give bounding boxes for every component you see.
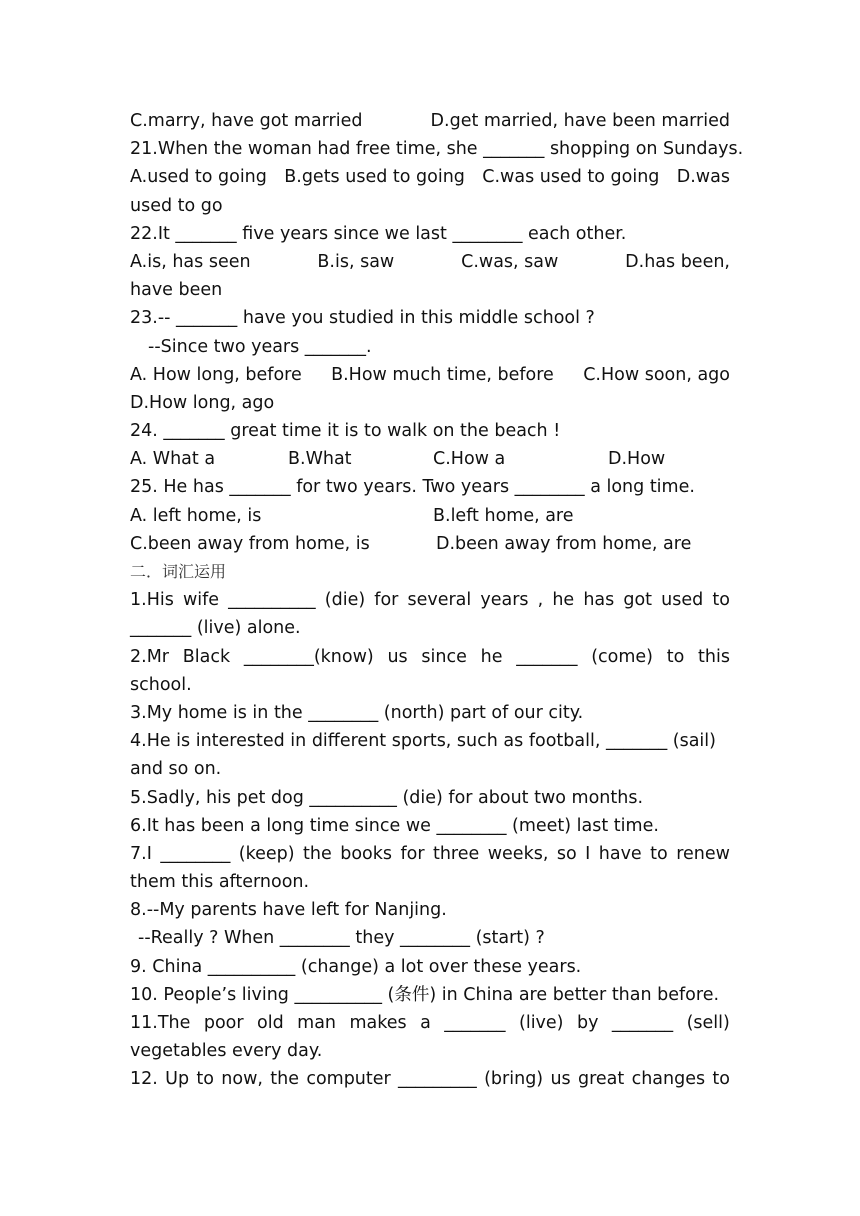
word: renew bbox=[676, 843, 730, 864]
word: by bbox=[576, 1013, 599, 1033]
word: years bbox=[480, 590, 529, 611]
answer-blank: _________ bbox=[398, 1069, 477, 1090]
word: so bbox=[556, 843, 577, 864]
word: computer bbox=[306, 1069, 391, 1090]
question-text: 23.-- _______ have you studied in this middle school ? bbox=[130, 308, 595, 329]
vocab-item-8-response bbox=[130, 924, 730, 952]
word: Black bbox=[182, 646, 231, 667]
question-text: --Since two years _______. bbox=[148, 336, 372, 357]
word: (die) bbox=[324, 590, 366, 611]
option-b: B.gets used to going bbox=[284, 167, 465, 188]
word: used bbox=[661, 590, 704, 611]
option-a: A. What a bbox=[130, 449, 216, 470]
word: 12. bbox=[130, 1069, 158, 1090]
word: changes bbox=[631, 1069, 706, 1090]
vocab-item-4-continued bbox=[130, 755, 730, 783]
word: to bbox=[712, 590, 730, 611]
vocab-item-11-continued bbox=[130, 1037, 730, 1065]
item-text: and so on. bbox=[130, 759, 222, 780]
vocab-item-5 bbox=[130, 784, 730, 812]
word: (live) bbox=[519, 1013, 564, 1033]
option-b: B.left home, are bbox=[433, 505, 574, 526]
option-d: D.been away from home, are bbox=[436, 533, 692, 554]
vocab-item-7 bbox=[130, 840, 730, 868]
word: (keep) bbox=[238, 843, 295, 864]
vocab-item-8 bbox=[130, 896, 730, 924]
option-a: A.is, has seen bbox=[130, 251, 251, 272]
answer-blank: __________ bbox=[228, 590, 316, 611]
word: to bbox=[650, 843, 668, 864]
word: poor bbox=[203, 1013, 244, 1033]
option-c: C.How soon, ago bbox=[583, 364, 730, 385]
vocab-item-10 bbox=[130, 981, 730, 1009]
word: , bbox=[537, 590, 544, 611]
option-d: D.How long, ago bbox=[130, 392, 275, 413]
word: since bbox=[421, 646, 467, 667]
answer-options-line bbox=[130, 163, 730, 191]
vocab-item-9 bbox=[130, 953, 730, 981]
word: 7.I bbox=[130, 843, 152, 864]
option-d-continued: used to go bbox=[130, 195, 223, 216]
word: for bbox=[374, 590, 399, 611]
word: three bbox=[432, 843, 480, 864]
word: Up bbox=[165, 1069, 190, 1090]
section-heading bbox=[130, 558, 730, 586]
answer-options-continuation bbox=[130, 389, 730, 417]
question-23-response bbox=[130, 333, 730, 361]
vocab-item-3 bbox=[130, 699, 730, 727]
item-text: 5.Sadly, his pet dog __________ (die) for about two months. bbox=[130, 787, 644, 808]
question-24 bbox=[130, 417, 730, 445]
word: for bbox=[400, 843, 425, 864]
section-title: 二．词汇运用 bbox=[130, 562, 227, 581]
option-d: D.has been, bbox=[625, 251, 730, 272]
word: he bbox=[480, 646, 503, 667]
item-text: 4.He is interested in different sports, such as football, _______ (sail) bbox=[130, 731, 716, 752]
item-text: school. bbox=[130, 674, 192, 695]
item-text: 6.It has been a long time since we ________ (meet) last time. bbox=[130, 815, 659, 836]
vocab-item-4 bbox=[130, 727, 730, 755]
option-d: D.was bbox=[676, 167, 730, 188]
option-a: A. How long, before bbox=[130, 364, 302, 385]
word: great bbox=[577, 1069, 625, 1090]
answer-options-line bbox=[130, 502, 730, 530]
option-c: C.marry, have got married bbox=[130, 111, 363, 131]
question-23 bbox=[130, 304, 730, 332]
answer-options-line bbox=[130, 107, 730, 135]
vocab-item-6 bbox=[130, 812, 730, 840]
word: weeks, bbox=[487, 843, 549, 864]
option-b: B.How much time, before bbox=[331, 364, 554, 385]
item-text: _______ (live) alone. bbox=[130, 618, 301, 639]
item-text: 10. People’s living __________ (条件) in China are better than before. bbox=[130, 984, 720, 1005]
answer-blank: _______ bbox=[516, 646, 578, 667]
answer-options-line bbox=[130, 445, 730, 473]
option-c: C.How a bbox=[433, 449, 506, 470]
item-text: 3.My home is in the ________ (north) part of our city. bbox=[130, 702, 584, 723]
option-b: B.What bbox=[288, 449, 352, 470]
option-d-continued: have been bbox=[130, 280, 223, 301]
answer-options-line bbox=[130, 361, 730, 389]
question-25 bbox=[130, 473, 730, 501]
item-text: 8.--My parents have left for Nanjing. bbox=[130, 900, 447, 921]
word: to bbox=[666, 646, 685, 667]
word: makes bbox=[349, 1013, 407, 1033]
word: 1.His bbox=[130, 590, 174, 611]
vocab-item-1 bbox=[130, 586, 730, 614]
item-text: 9. China __________ (change) a lot over these years. bbox=[130, 956, 582, 977]
question-text: 22.It _______ five years since we last ________ each other. bbox=[130, 223, 627, 244]
word: man bbox=[297, 1013, 337, 1033]
worksheet-page bbox=[130, 107, 744, 1094]
word: (come) bbox=[591, 646, 653, 667]
option-a: A. left home, is bbox=[130, 505, 262, 526]
word: the bbox=[270, 1069, 300, 1090]
word: I bbox=[585, 843, 591, 864]
answer-blank: _______ bbox=[444, 1013, 506, 1033]
word: to bbox=[712, 1069, 730, 1090]
word: 2.Mr bbox=[130, 646, 169, 667]
word: got bbox=[623, 590, 653, 611]
answer-options-continuation bbox=[130, 192, 730, 220]
item-text: vegetables every day. bbox=[130, 1041, 323, 1062]
option-d: D.get married, have been married bbox=[430, 111, 730, 131]
word: a bbox=[420, 1013, 431, 1033]
word: to bbox=[196, 1069, 214, 1090]
answer-options-line bbox=[130, 248, 730, 276]
question-text: 24. _______ great time it is to walk on the beach ! bbox=[130, 421, 561, 442]
word: old bbox=[257, 1013, 284, 1033]
question-21 bbox=[130, 135, 744, 163]
answer-blank: _______ bbox=[611, 1013, 674, 1033]
word: have bbox=[598, 843, 642, 864]
word: books bbox=[340, 843, 392, 864]
item-text: --Really ? When ________ they ________ (start) ? bbox=[138, 928, 545, 949]
answer-blank: ________(know) bbox=[243, 646, 374, 667]
word: us bbox=[387, 646, 408, 667]
vocab-item-2-continued bbox=[130, 671, 730, 699]
option-c: C.been away from home, is bbox=[130, 533, 370, 554]
vocab-item-12 bbox=[130, 1065, 730, 1093]
vocab-item-1-continued bbox=[130, 614, 730, 642]
answer-blank: ________ bbox=[160, 843, 231, 864]
word: us bbox=[550, 1069, 571, 1090]
word: (sell) bbox=[686, 1013, 730, 1033]
option-d: D.How bbox=[608, 449, 666, 470]
option-c: C.was used to going bbox=[482, 167, 660, 188]
word: wife bbox=[182, 590, 220, 611]
vocab-item-11 bbox=[130, 1009, 730, 1037]
question-text: 25. He has _______ for two years. Two years ________ a long time. bbox=[130, 477, 695, 498]
word: the bbox=[303, 843, 332, 864]
vocab-item-7-continued bbox=[130, 868, 730, 896]
question-text: 21.When the woman had free time, she _______ shopping on Sundays. bbox=[130, 139, 744, 160]
word: (bring) bbox=[484, 1069, 544, 1090]
answer-options-line bbox=[130, 530, 730, 558]
word: 11.The bbox=[130, 1013, 191, 1033]
option-a: A.used to going bbox=[130, 167, 267, 188]
word: this bbox=[698, 646, 730, 667]
question-22 bbox=[130, 220, 730, 248]
option-b: B.is, saw bbox=[317, 251, 395, 272]
item-text: them this afternoon. bbox=[130, 872, 310, 893]
option-c: C.was, saw bbox=[461, 251, 559, 272]
word: several bbox=[407, 590, 472, 611]
vocab-item-2 bbox=[130, 643, 730, 671]
word: he bbox=[552, 590, 575, 611]
word: has bbox=[583, 590, 615, 611]
answer-options-continuation bbox=[130, 276, 730, 304]
word: now, bbox=[221, 1069, 263, 1090]
